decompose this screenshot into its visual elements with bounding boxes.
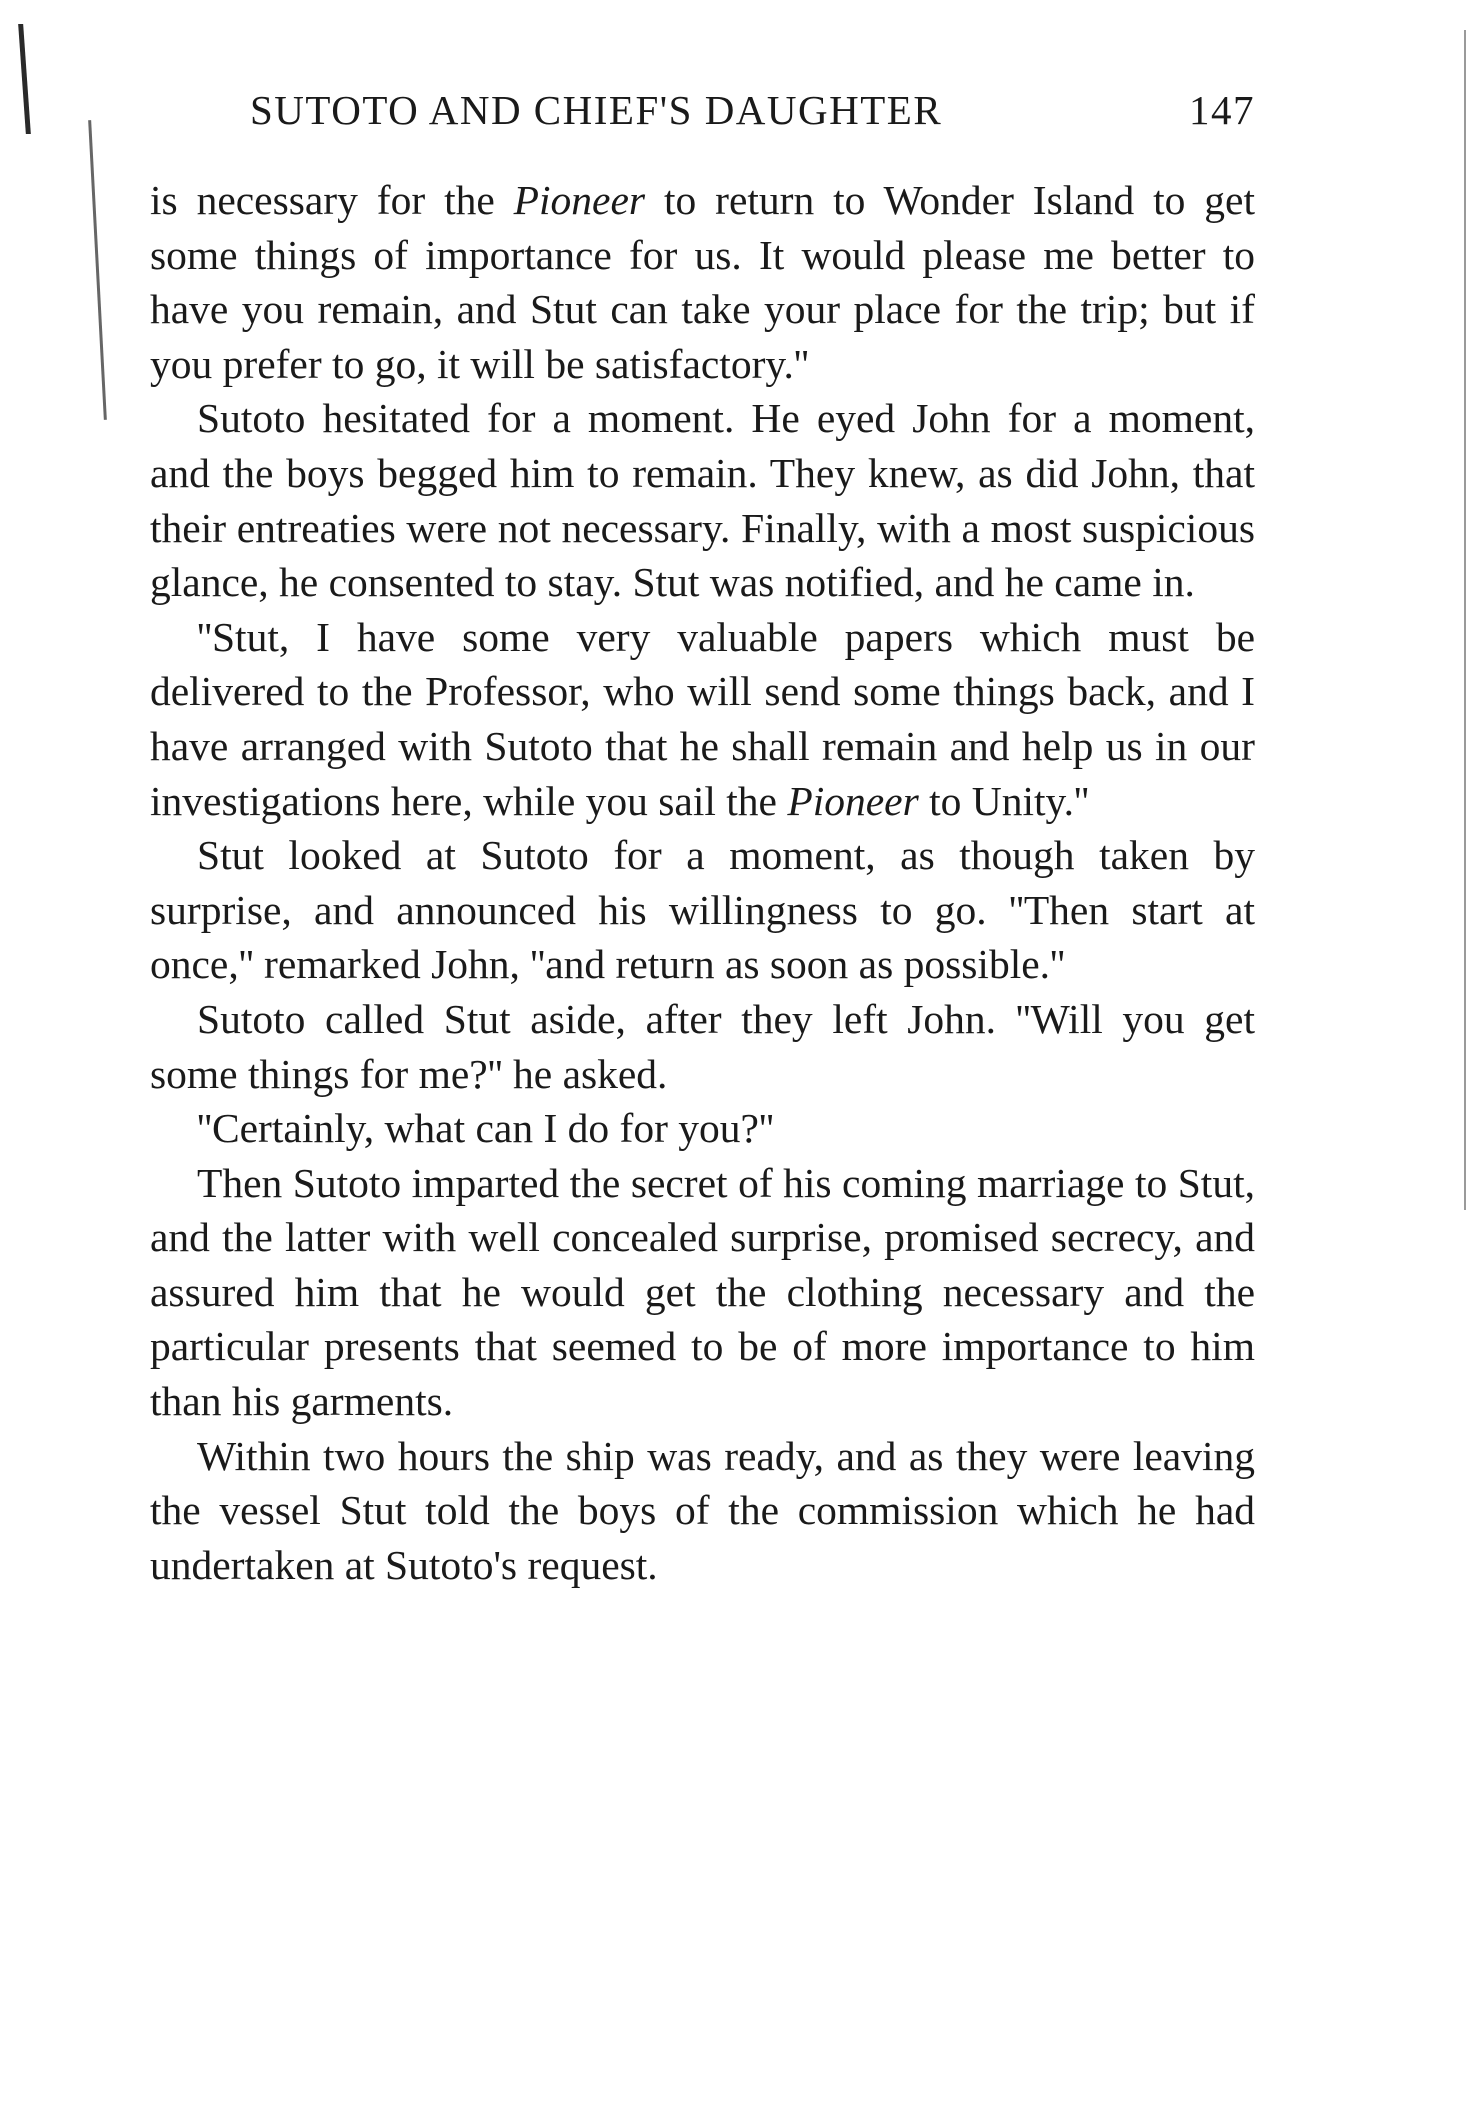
page-header [250,86,1255,146]
paragraph-text: Sutoto called Stut aside, after they left John. ''Will you get some things for me?'' he asked. [150,995,1255,1097]
ship-name-italic: Pioneer [787,777,919,824]
paragraph [150,1156,1255,1429]
page-edge-line [1464,30,1466,1210]
paragraph-text: Stut looked at Sutoto for a moment, as though taken by surprise, and announced his willingness to go. ''Then start at once,'' remarked John, ''and return as soon as possible.'' [150,832,1255,988]
running-title: SUTOTO AND CHIEF'S DAUGHTER [250,87,943,133]
margin-ink-mark [18,24,31,134]
paragraph-text: Within two hours the ship was ready, and as they were leaving the vessel Stut told the boys of the commission which he had undertaken at Sutoto's request. [150,1432,1255,1588]
paragraph-text: ''Stut, I have some very valuable papers which must be delivered to the Professor, who will send some things back, and I have arranged with Sutoto that he shall remain and help us in our investigations here, while you sail the [150,613,1255,824]
paragraph-text: to Unity.'' [918,777,1089,824]
page-number: 147 [1189,87,1255,133]
paragraph-text: Sutoto hesitated for a moment. He eyed John for a moment, and the boys begged him to remain. They knew, as did John, that their entreaties were not necessary. Finally, with a most suspicious glance, he consented to stay. Stut was notified, and he came in. [150,395,1255,606]
paragraph [150,391,1255,609]
paragraph [150,173,1255,391]
paragraph-text: is necessary for the [150,177,514,223]
body-text [150,173,1255,1592]
paragraph [150,610,1255,828]
paragraph [150,828,1255,992]
paragraph [150,1101,1255,1156]
margin-pencil-line [88,120,107,420]
paragraph-text: Then Sutoto imparted the secret of his coming marriage to Stut, and the latter with well concealed surprise, promised secrecy, and assured him that he would get the clothing necessary and the particular presents that seemed to be of more importance to him than his garments. [150,1159,1255,1425]
paragraph [150,1429,1255,1593]
paragraph-text: ''Certainly, what can I do for you?'' [197,1105,774,1152]
ship-name-italic: Pioneer [513,177,646,223]
paragraph-text: to return to Wonder Island to get some things of importance for us. It would please me better to have you remain, and Stut can take your place for the trip; but if you prefer to go, it will be satisfactory.'' [150,177,1255,387]
paragraph [150,992,1255,1101]
